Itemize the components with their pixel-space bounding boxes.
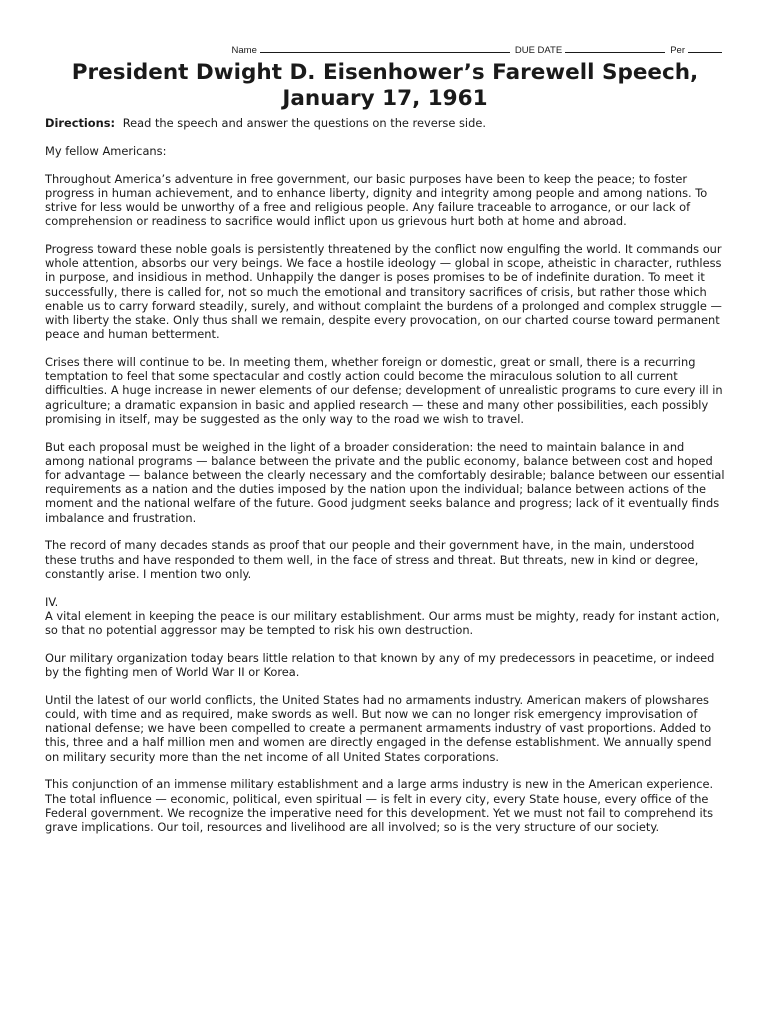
speech-paragraph: This conjunction of an immense military establishment and a large arms industry is new in the American experience. The total influence — economic, political, even spiritual — is felt in every city, every State house, every office of the Federal government. We recognize the imperative need for this development. Yet we must not fail to comprehend its grave implications. Our toil, resources and livelihood are all involved; so is the very structure of our society. xyxy=(45,777,714,835)
speech-paragraph: But each proposal must be weighed in the light of a broader consideration: the need to maintain balance in and among national programs — balance between the private and the public economy, balance between cost and hoped for advantage — balance between the clearly necessary and the comfortably desirable; balance between our essential requirements as a nation and the duties imposed by the nation upon the individual; balance between actions of the moment and the national welfare of the future. Good judgment seeks balance and progress; lack of it eventually finds imbalance and frustration. xyxy=(45,439,725,525)
directions xyxy=(45,116,725,130)
speech-paragraph: Progress toward these noble goals is persistently threatened by the conflict now engulfing the world. It commands our whole attention, absorbs our very beings. We face a hostile ideology — global in scope, atheistic in character, ruthless in purpose, and insidious in method. Unhappily the danger is poses promises to be of indefinite duration. To meet it successfully, there is called for, not so much the emotional and transitory sacrifices of crisis, but rather those which enable us to carry forward steadily, surely, and without complaint the burdens of a prolonged and complex struggle — with liberty the stake. Only thus shall we remain, despite every provocation, on our charted course toward permanent peace and human betterment. xyxy=(45,242,722,342)
worksheet-page xyxy=(45,42,725,848)
directions-text: Read the speech and answer the questions on the reverse side. xyxy=(122,116,486,130)
title-line-2: January 17, 1961 xyxy=(282,86,488,111)
section-marker: IV. xyxy=(45,594,59,609)
name-blank[interactable] xyxy=(260,42,510,53)
speech-paragraph: Throughout America’s adventure in free government, our basic purposes have been to keep the peace; to foster progress in human achievement, and to enhance liberty, dignity and integrity among people and among nations. To strive for less would be unworthy of a free and religious people. Any failure traceable to arrogance, or our lack of comprehension or readiness to sacrifice would inflict upon us grievous hurt both at home and abroad. xyxy=(45,171,708,229)
document-body xyxy=(45,116,725,834)
page-title xyxy=(45,60,725,112)
speech-paragraph: Until the latest of our world conflicts, the United States had no armaments industry. American makers of plowshares could, with time and as required, make swords as well. But now we can no longer risk emergency improvisation of national defense; we have been compelled to create a permanent armaments industry of vast proportions. Added to this, three and a half million men and women are directly engaged in the defense establishment. We annually spend on military security more than the net income of all United States corporations. xyxy=(45,692,712,764)
speech-paragraph: A vital element in keeping the peace is our military establishment. Our arms must be mighty, ready for instant action, so that no potential aggressor may be tempted to risk his own destruction. xyxy=(45,608,720,638)
period-blank[interactable] xyxy=(688,42,722,53)
salutation: My fellow Americans: xyxy=(45,143,167,158)
speech-paragraph: Crises there will continue to be. In meeting them, whether foreign or domestic, great or small, there is a recurring temptation to feel that some spectacular and costly action could become the miraculous solution to all current difficulties. A huge increase in newer elements of our defense; development of unrealistic programs to cure every ill in agriculture; a dramatic expansion in basic and applied research — these and many other possibilities, each possibly promising in itself, may be suggested as the only way to the road we wish to travel. xyxy=(45,355,723,426)
period-label: Per xyxy=(670,45,685,56)
directions-label: Directions: xyxy=(45,116,116,130)
title-line-1: President Dwight D. Eisenhower’s Farewell Speech, xyxy=(71,60,699,85)
speech-paragraph: The record of many decades stands as proof that our people and their government have, in the main, understood these truths and have responded to them well, in the face of stress and threat. But threats, new in kind or degree, constantly arise. I mention two only. xyxy=(45,538,699,581)
due-date-label: DUE DATE xyxy=(514,45,563,56)
student-info-line xyxy=(45,42,725,58)
name-label: Name xyxy=(231,45,257,56)
due-date-blank[interactable] xyxy=(565,42,665,53)
speech-paragraph: Our military organization today bears little relation to that known by any of my predecessors in peacetime, or indeed by the fighting men of World War II or Korea. xyxy=(45,650,715,680)
